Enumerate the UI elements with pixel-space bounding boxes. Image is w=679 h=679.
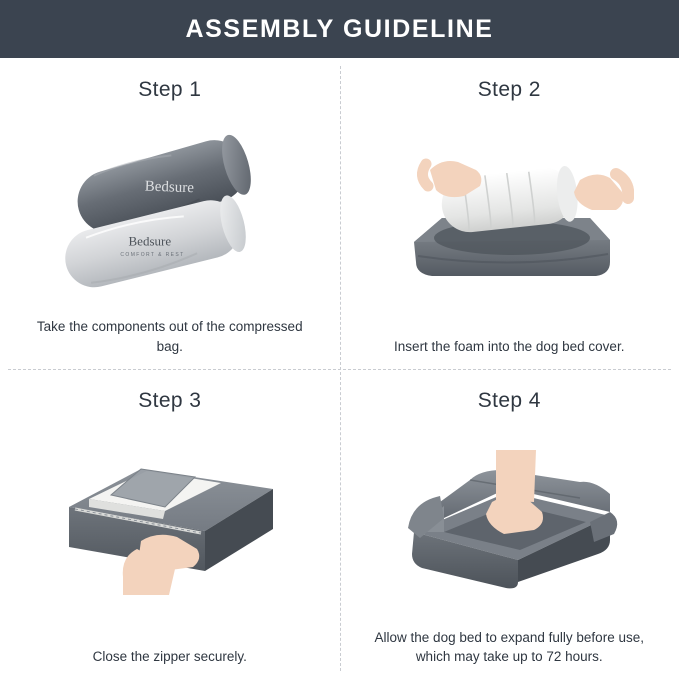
close-zipper-image — [45, 445, 295, 615]
step-3-illustration — [26, 419, 314, 642]
horizontal-divider — [8, 369, 671, 370]
step-4-caption: Allow the dog bed to expand fully before use, which may take up to 72 hours. — [374, 629, 644, 665]
step-1-caption: Take the components out of the compressed bag. — [36, 319, 303, 354]
svg-text:Bedsure: Bedsure — [144, 178, 194, 196]
svg-text:COMFORT & REST: COMFORT & REST — [120, 251, 185, 258]
step-4-illustration — [366, 419, 654, 622]
compressed-rolls-image — [40, 125, 300, 295]
step-3-caption: Close the zipper securely. — [92, 649, 247, 665]
expand-bed-image — [384, 440, 634, 600]
page-title: ASSEMBLY GUIDELINE — [185, 14, 494, 43]
step-1-cell — [0, 58, 340, 369]
steps-grid — [0, 58, 679, 679]
step-3-title: Step 3 — [138, 388, 202, 412]
step-1-illustration — [26, 108, 314, 311]
step-4-cell — [340, 369, 679, 679]
right-hand — [574, 174, 628, 210]
insert-foam-image — [384, 134, 634, 304]
header-bar — [0, 0, 679, 58]
svg-text:Bedsure: Bedsure — [128, 233, 171, 249]
step-4-title: Step 4 — [477, 388, 541, 412]
step-2-title: Step 2 — [477, 78, 541, 101]
step-2-caption: Insert the foam into the dog bed cover. — [394, 338, 625, 354]
step-2-cell — [340, 58, 679, 369]
step-3-cell — [0, 369, 340, 679]
step-2-illustration — [366, 108, 654, 331]
step-1-title: Step 1 — [138, 78, 202, 101]
